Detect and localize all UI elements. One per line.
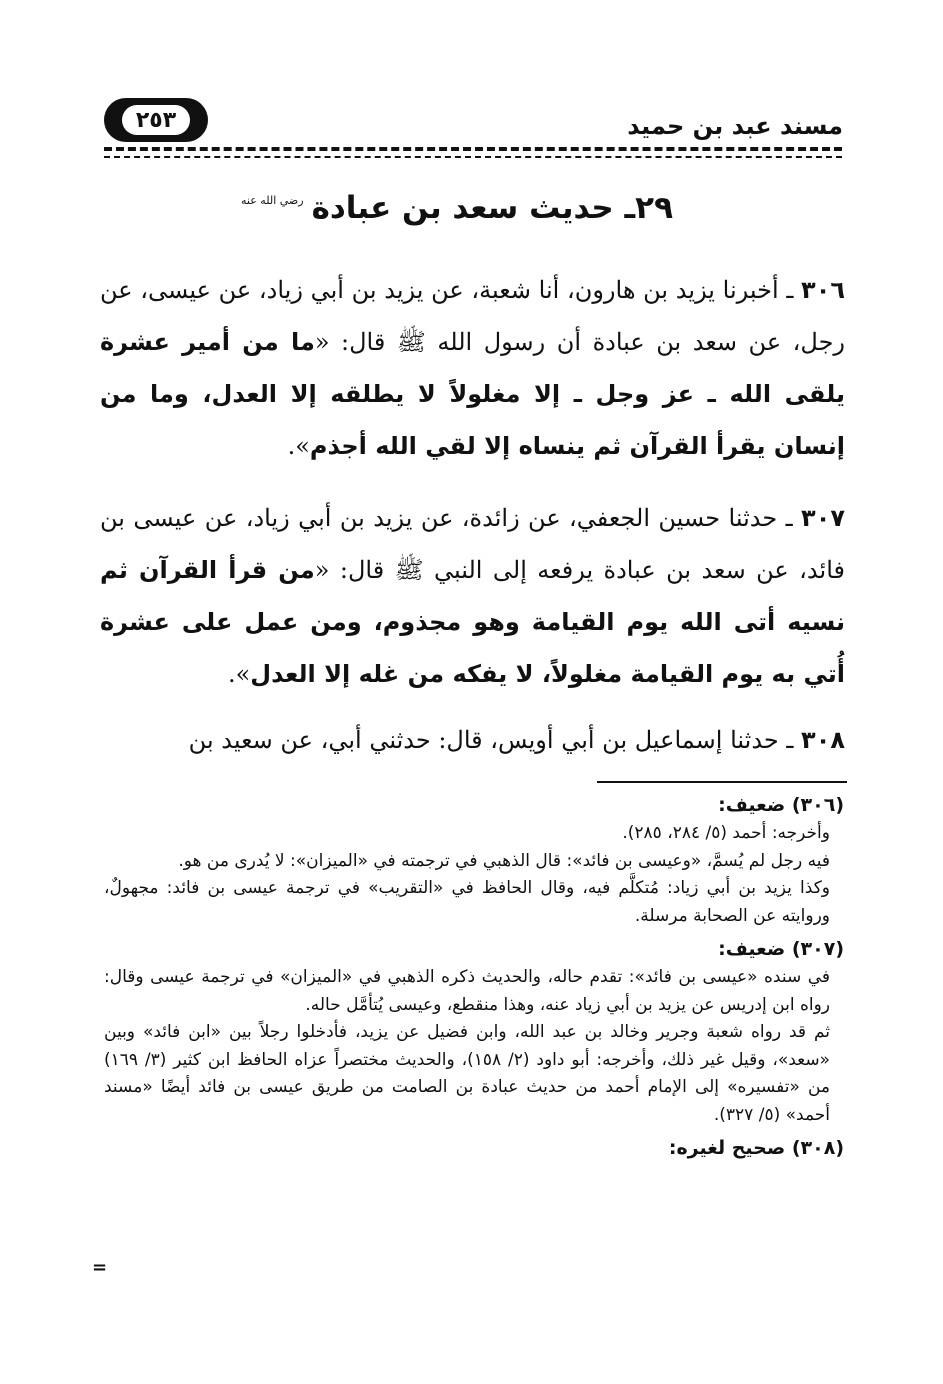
page-number: ٢٥٣ [122,105,190,135]
header-divider-thin [104,156,842,158]
hadith-paragraph [100,714,845,766]
page-number-badge [104,98,208,142]
footnote-separator [597,781,847,783]
footnote-heading: (٣٠٧) ضعيف: [718,938,844,960]
hadith-end: ». [287,432,310,460]
footnotes [104,790,844,1163]
hadith-matn: ما من أمير عشرة يلقى الله ـ عز وجل ـ إلا مغلولاً لا يطلقه إلا العدل، وما من إنسان يقرأ القرآن ثم ينساه إلا لقي الله أجذم [100,328,845,460]
footnote-line: فيه رجل لم يُسمَّ، «وعيسى بن فائد»: قال الذهبي في ترجمته في «الميزان»: لا يُدرى من هو. [178,850,830,871]
hadith-matn: من قرأ القرآن ثم نسيه أتى الله يوم القيامة وهو مجذوم، ومن عمل على عشرة أُتي به يوم القيامة مغلولاً، لا يفكه من غله إلا العدل [100,556,845,688]
footnote-line: في سنده «عيسى بن فائد»: تقدم حاله، والحديث ذكره الذهبي في «الميزان» في ترجمة عيسى وقال: رواه ابن إدريس عن يزيد بن أبي زياد عنه، وهذا منقطع، وعيسى يُتأمَّل حاله. [104,967,830,1015]
hadith-paragraph [100,264,845,472]
running-title: مسند عبد بن حميد [627,112,843,140]
continuation-mark: = [92,1257,108,1278]
hadith-isnad: ـ أخبرنا يزيد بن هارون، أنا شعبة، عن يزيد بن أبي زياد، عن عيسى، عن رجل، عن سعد بن عبادة أن رسول الله ﷺ قال: « [100,276,846,356]
hadith-isnad: ـ حدثنا إسماعيل بن أبي أويس، قال: حدثني أبي، عن سعيد بن [188,726,794,754]
footnote-line: ثم قد رواه شعبة وجرير وخالد بن عبد الله، وابن فضيل عن يزيد، فأدخلوا رجلاً بين «ابن فائد» وبين «سعد»، وقيل غير ذلك، وأخرجه: أبو داود (٢/ ١٥٨)، والحديث مختصراً عزاه الحافظ ابن كثير (٣/ ١٦٩) من «تفسيره» إلى الإمام أحمد من حديث عبادة بن الصامت من طريق عيسى بن فائد أيضًا «مسند أحمد» (٥/ ٣٢٧). [104,1022,831,1125]
hadith-end: ». [227,660,251,688]
hadith-paragraph [100,492,845,700]
footnote-line: وأخرجه: أحمد (٥/ ٢٨٤، ٢٨٥). [622,823,830,843]
hadith-number: ٣٠٦ [801,276,845,304]
footnote-heading: (٣٠٦) ضعيف: [718,794,844,816]
section-title: ٢٩ـ حديث سعد بن عبادة [311,190,673,226]
hadith-isnad: ـ حدثنا حسين الجعفي، عن زائدة، عن يزيد بن أبي زياد، عن عيسى بن فائد، عن سعد بن عبادة يرفعه إلى النبي ﷺ قال: « [100,504,845,584]
footnote-line: وكذا يزيد بن أبي زياد: مُتكلَّم فيه، وقال الحافظ في «التقريب» في ترجمة عيسى بن فائد: مجهولٌ، وروايته عن الصحابة مرسلة. [104,878,830,926]
honorific-ligature-icon: رضي الله عنه [241,193,304,207]
hadith-number: ٣٠٨ [801,726,845,754]
section-heading [241,190,673,226]
footnote-heading: (٣٠٨) صحيح لغيره: [668,1137,844,1159]
header-divider-thick [104,147,842,151]
hadith-number: ٣٠٧ [801,504,845,532]
